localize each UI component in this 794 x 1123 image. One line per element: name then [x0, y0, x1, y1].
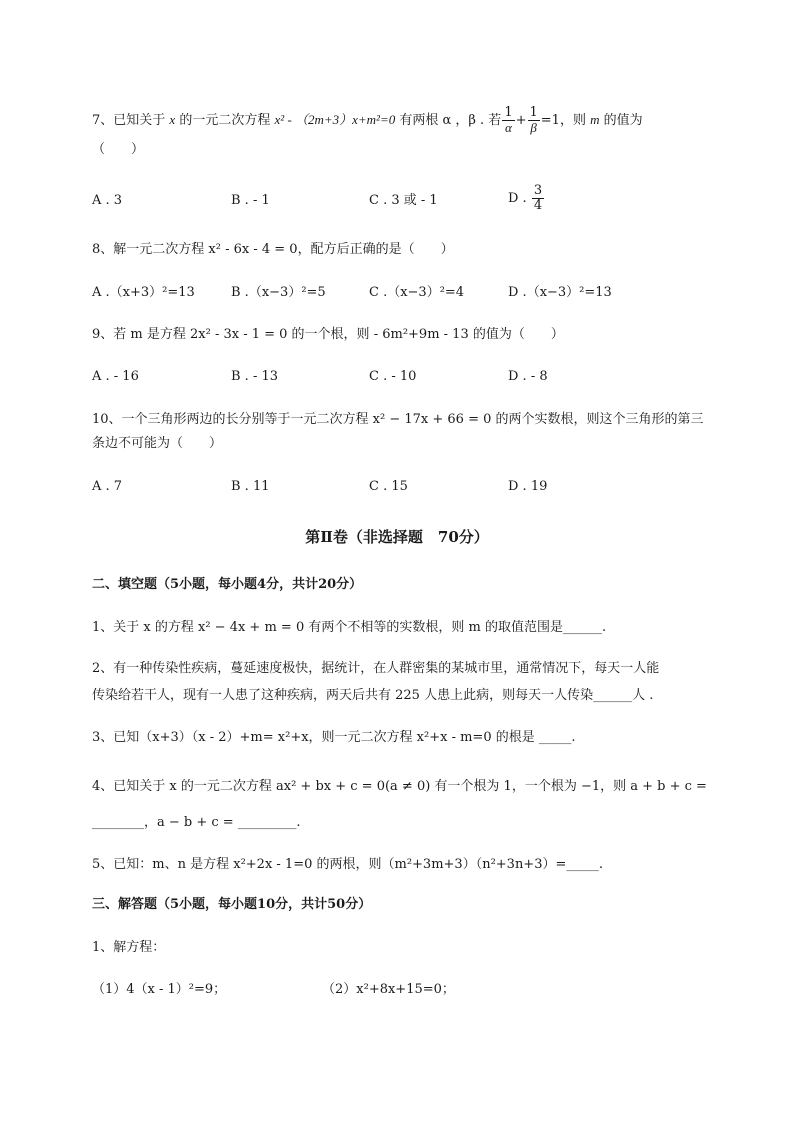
fill-question-4-line-1: 4、已知关于 x 的一元二次方程 ax² + bx + c = 0(a ≠ 0) 有一个根为 1，一个根为 −1，则 a + b + c = [92, 779, 707, 794]
q10-option-c: C . 15 [369, 479, 408, 494]
q8-option-a: A .（x+3）²=13 [92, 285, 195, 300]
q7-option-a: A . 3 [92, 193, 123, 208]
fraction-1-over-beta: $\frac{1}{\beta}$ [529, 105, 538, 135]
fill-question-2-line-1: 2、有一种传染性疾病，蔓延速度极快，据统计，在人群密集的某城市里，通常情况下，每天一人能 [92, 661, 660, 676]
question-9: 9、若 m 是方程 2x² - 3x - 1 = 0 的一个根，则 - 6m²+9m - 13 的值为（ ） [92, 327, 564, 342]
question-7: 7、已知关于 x 的一元二次方程 x² - （2m+3）x+m²=0 有两根 α ，β . 若 $\frac{1}{\alpha}$ + $\frac{1}{\beta}$ =1，则 m 的值为 [92, 105, 643, 135]
solve-question-1-part-1: （1）4（x - 1）²=9； [92, 982, 227, 997]
q7-option-c: C . 3 或 - 1 [369, 193, 438, 208]
fill-question-2-line-2: 传染给若干人，现有一人患了这种疾病，两天后共有 225 人患上此病，则每天一人传染______人 . [92, 688, 654, 703]
fill-question-4-line-2: ________，a − b + c = _________. [92, 815, 301, 830]
q10-option-a: A . 7 [92, 479, 123, 494]
solve-question-1-part-2: （2）x²+8x+15=0； [322, 982, 455, 997]
q10-option-b: B . 11 [231, 479, 270, 494]
q8-option-d: D .（x−3）²=13 [508, 285, 612, 300]
q8-option-b: B .（x−3）²=5 [231, 285, 326, 300]
q7-option-d: D . $\frac{3}{4}$ [508, 183, 543, 213]
fill-section-header: 二、填空题（5小题，每小题4分，共计20分） [92, 577, 363, 592]
solve-section-header: 三、解答题（5小题，每小题10分，共计50分） [92, 897, 372, 912]
question-10-line-2: 条边不可能为（ ） [92, 436, 223, 451]
fill-question-1: 1、关于 x 的方程 x² − 4x + m = 0 有两个不相等的实数根，则 m 的取值范围是______. [92, 620, 607, 635]
fraction-3-over-4: $\frac{3}{4}$ [533, 183, 543, 213]
fill-question-3: 3、已知（x+3）（x - 2）+m= x²+x，则一元二次方程 x²+x - m=0 的根是 _____. [92, 730, 576, 745]
q7-option-b: B . - 1 [231, 193, 270, 208]
q9-option-c: C . - 10 [369, 369, 417, 384]
q10-option-d: D . 19 [508, 479, 548, 494]
q8-option-c: C .（x−3）²=4 [369, 285, 465, 300]
fill-question-5: 5、已知：m、n 是方程 x²+2x - 1=0 的两根，则（m²+3m+3）（n²+3n+3）=_____. [92, 857, 603, 872]
fraction-1-over-alpha: $\frac{1}{\alpha}$ [504, 105, 513, 135]
solve-question-1: 1、解方程： [92, 940, 166, 955]
section-2-title: 第Ⅱ卷（非选择题 70分） [305, 528, 489, 546]
question-8: 8、解一元二次方程 x² - 6x - 4 = 0，配方后正确的是（ ） [92, 242, 454, 257]
q9-option-b: B . - 13 [231, 369, 279, 384]
q9-option-a: A . - 16 [92, 369, 139, 384]
question-7-paren: （ ） [92, 142, 145, 157]
question-10-line-1: 10、一个三角形两边的长分别等于一元二次方程 x² − 17x + 66 = 0 的两个实数根，则这个三角形的第三 [92, 412, 704, 427]
q9-option-d: D . - 8 [508, 369, 548, 384]
